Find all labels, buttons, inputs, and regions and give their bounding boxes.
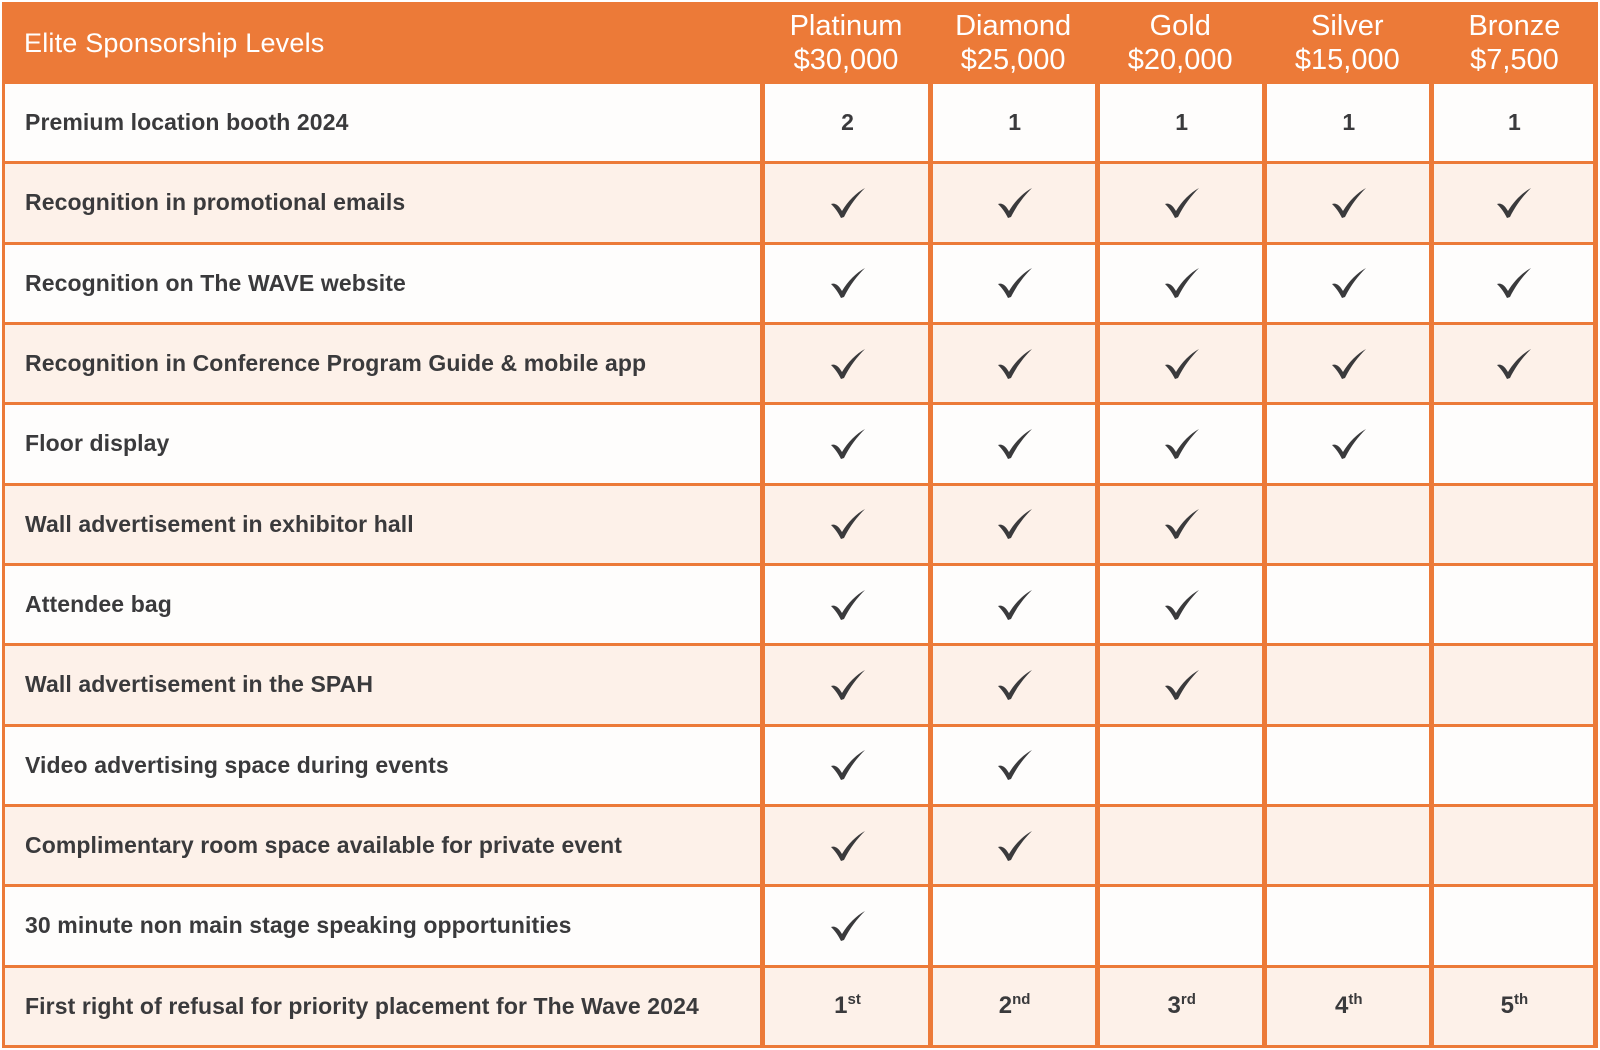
feature-label: Wall advertisement in the SPAH (2, 646, 762, 726)
rank-suffix: th (1348, 991, 1363, 1009)
tier-cell-silver (1264, 405, 1431, 485)
rank-suffix: nd (1012, 991, 1031, 1009)
rank-number: 3 (1167, 992, 1181, 1020)
checkmark-icon (1163, 348, 1201, 380)
tier-cell-platinum (762, 807, 929, 887)
tier-cell-diamond (930, 646, 1097, 726)
tier-cell-diamond (930, 164, 1097, 244)
booth-count: 1 (1508, 109, 1521, 136)
checkmark-icon (1163, 187, 1201, 219)
tier-cell-bronze (1431, 566, 1598, 646)
checkmark-icon (829, 428, 867, 460)
tier-cell-diamond (930, 245, 1097, 325)
checkmark-icon (1330, 428, 1368, 460)
checkmark-icon (829, 669, 867, 701)
priority-rank (1501, 992, 1529, 1020)
booth-count: 1 (1342, 109, 1356, 136)
tier-cell-bronze (1431, 164, 1598, 244)
feature-label: Recognition on The WAVE website (2, 245, 762, 325)
checkmark-icon (996, 428, 1034, 460)
table-body (2, 84, 1598, 1048)
tier-cell-gold (1097, 566, 1264, 646)
tier-price: $20,000 (1127, 44, 1233, 76)
checkmark-icon (1330, 267, 1368, 299)
tier-cell-platinum (762, 486, 929, 566)
rank-number: 5 (1500, 992, 1515, 1020)
checkmark-icon (829, 830, 867, 862)
rank-suffix: st (847, 991, 861, 1009)
tier-cell-diamond (930, 405, 1097, 485)
table-row (2, 727, 1598, 807)
tier-name: Silver (1311, 10, 1384, 42)
tier-header-bronze (1431, 2, 1598, 84)
tier-cell-platinum (762, 968, 929, 1048)
priority-rank (1335, 992, 1363, 1020)
feature-label: First right of refusal for priority placement for The Wave 2024 (2, 968, 762, 1048)
tier-cell-gold (1097, 968, 1264, 1048)
tier-cell-gold (1097, 84, 1264, 164)
tier-header-silver (1264, 2, 1431, 84)
tier-cell-bronze (1431, 887, 1598, 967)
tier-cell-diamond (930, 887, 1097, 967)
tier-cell-silver (1264, 486, 1431, 566)
rank-suffix: rd (1180, 991, 1196, 1009)
checkmark-icon (1495, 187, 1533, 219)
tier-cell-silver (1264, 84, 1431, 164)
table-row (2, 325, 1598, 405)
tier-cell-gold (1097, 727, 1264, 807)
tier-cell-silver (1264, 164, 1431, 244)
checkmark-icon (1163, 428, 1201, 460)
booth-count: 2 (841, 109, 854, 136)
tier-price: $25,000 (960, 44, 1066, 76)
checkmark-icon (829, 910, 867, 942)
feature-label: Recognition in Conference Program Guide & mobile app (2, 325, 762, 405)
rank-number: 2 (998, 992, 1013, 1020)
tier-cell-diamond (930, 84, 1097, 164)
tier-name: Gold (1149, 10, 1211, 42)
feature-label: Complimentary room space available for private event (2, 807, 762, 887)
checkmark-icon (996, 267, 1034, 299)
header-row (2, 2, 1598, 84)
tier-price: $15,000 (1294, 44, 1400, 76)
table-row (2, 968, 1598, 1048)
tier-cell-bronze (1431, 84, 1598, 164)
rank-suffix: th (1514, 991, 1529, 1009)
checkmark-icon (996, 669, 1034, 701)
table-row (2, 245, 1598, 325)
tier-cell-bronze (1431, 646, 1598, 726)
table-row (2, 405, 1598, 485)
checkmark-icon (829, 508, 867, 540)
tier-cell-bronze (1431, 727, 1598, 807)
tier-cell-diamond (930, 486, 1097, 566)
tier-cell-diamond (930, 325, 1097, 405)
feature-label: Video advertising space during events (2, 727, 762, 807)
tier-cell-gold (1097, 646, 1264, 726)
tier-cell-bronze (1431, 486, 1598, 566)
feature-label: Premium location booth 2024 (2, 84, 762, 164)
tier-cell-diamond (930, 807, 1097, 887)
priority-rank (1168, 992, 1196, 1020)
tier-cell-platinum (762, 566, 929, 646)
tier-cell-platinum (762, 325, 929, 405)
tier-cell-gold (1097, 405, 1264, 485)
tier-cell-diamond (930, 968, 1097, 1048)
table-header (2, 2, 1598, 84)
tier-cell-diamond (930, 727, 1097, 807)
tier-cell-platinum (762, 245, 929, 325)
tier-header-gold (1097, 2, 1264, 84)
table-title: Elite Sponsorship Levels (2, 2, 762, 84)
rank-number: 1 (834, 992, 848, 1020)
tier-cell-platinum (762, 84, 929, 164)
table-row (2, 84, 1598, 164)
checkmark-icon (1330, 187, 1368, 219)
checkmark-icon (829, 589, 867, 621)
tier-cell-bronze (1431, 968, 1598, 1048)
priority-rank (999, 992, 1031, 1020)
tier-cell-gold (1097, 245, 1264, 325)
table-row (2, 164, 1598, 244)
tier-cell-gold (1097, 486, 1264, 566)
tier-cell-platinum (762, 164, 929, 244)
tier-cell-gold (1097, 887, 1264, 967)
table-row (2, 807, 1598, 887)
tier-cell-silver (1264, 325, 1431, 405)
tier-cell-diamond (930, 566, 1097, 646)
tier-cell-silver (1264, 566, 1431, 646)
tier-cell-gold (1097, 807, 1264, 887)
checkmark-icon (1495, 348, 1533, 380)
sponsorship-levels-table (2, 2, 1598, 1048)
feature-label: Recognition in promotional emails (2, 164, 762, 244)
checkmark-icon (996, 749, 1034, 781)
tier-cell-bronze (1431, 807, 1598, 887)
feature-label: 30 minute non main stage speaking opportunities (2, 887, 762, 967)
checkmark-icon (1163, 267, 1201, 299)
tier-cell-silver (1264, 968, 1431, 1048)
tier-price: $7,500 (1470, 44, 1559, 76)
tier-cell-bronze (1431, 325, 1598, 405)
tier-header-platinum (762, 2, 929, 84)
rank-number: 4 (1335, 992, 1349, 1020)
checkmark-icon (1163, 669, 1201, 701)
tier-name: Bronze (1468, 10, 1561, 42)
checkmark-icon (996, 830, 1034, 862)
tier-price: $30,000 (793, 44, 899, 76)
checkmark-icon (1495, 267, 1533, 299)
table-row (2, 486, 1598, 566)
checkmark-icon (829, 187, 867, 219)
checkmark-icon (996, 589, 1034, 621)
tier-cell-silver (1264, 245, 1431, 325)
tier-name: Diamond (955, 10, 1072, 42)
tier-cell-gold (1097, 164, 1264, 244)
checkmark-icon (996, 508, 1034, 540)
checkmark-icon (1163, 589, 1201, 621)
priority-rank (834, 992, 861, 1020)
tier-cell-silver (1264, 887, 1431, 967)
feature-label: Attendee bag (2, 566, 762, 646)
table-row (2, 887, 1598, 967)
feature-label: Wall advertisement in exhibitor hall (2, 486, 762, 566)
table-row (2, 646, 1598, 726)
tier-cell-bronze (1431, 245, 1598, 325)
booth-count: 1 (1008, 109, 1021, 136)
tier-cell-silver (1264, 727, 1431, 807)
checkmark-icon (829, 267, 867, 299)
checkmark-icon (996, 187, 1034, 219)
tier-cell-silver (1264, 646, 1431, 726)
checkmark-icon (1330, 348, 1368, 380)
booth-count: 1 (1175, 109, 1189, 136)
tier-cell-platinum (762, 646, 929, 726)
checkmark-icon (996, 348, 1034, 380)
tier-cell-platinum (762, 727, 929, 807)
tier-cell-silver (1264, 807, 1431, 887)
tier-name: Platinum (789, 10, 903, 42)
checkmark-icon (1163, 508, 1201, 540)
tier-cell-gold (1097, 325, 1264, 405)
checkmark-icon (829, 348, 867, 380)
tier-cell-bronze (1431, 405, 1598, 485)
table-row (2, 566, 1598, 646)
feature-label: Floor display (2, 405, 762, 485)
tier-cell-platinum (762, 887, 929, 967)
tier-header-diamond (930, 2, 1097, 84)
checkmark-icon (829, 749, 867, 781)
tier-cell-platinum (762, 405, 929, 485)
